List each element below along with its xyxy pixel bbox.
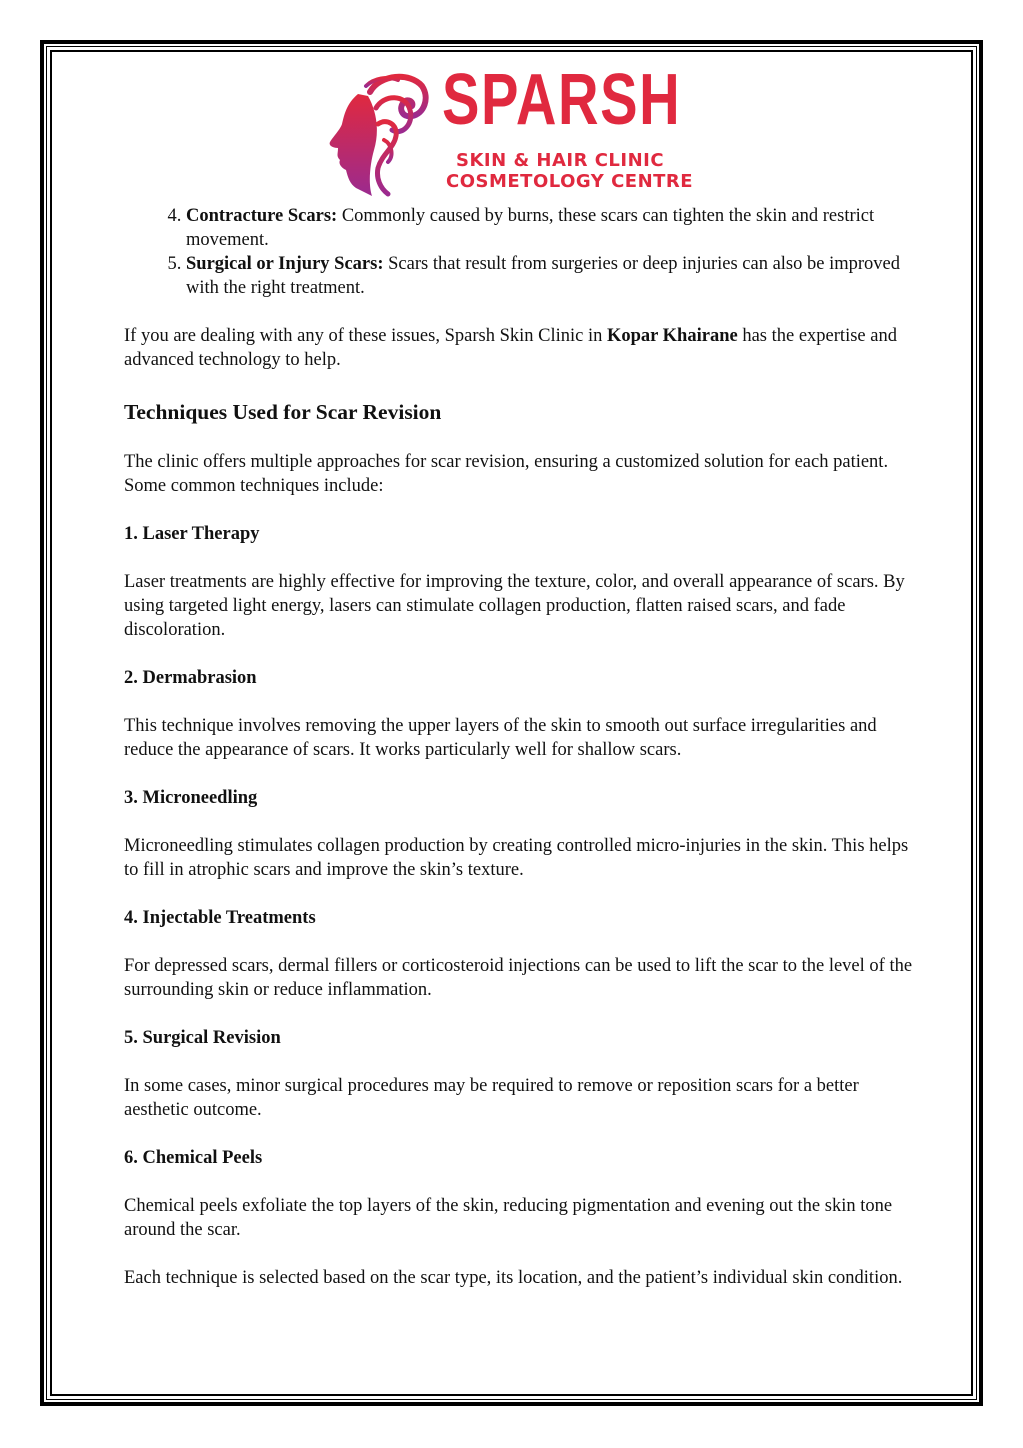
technique-heading: 6. Chemical Peels — [124, 1148, 263, 1168]
section-intro: The clinic offers multiple approaches for scar revision, ensuring a customized solution for each patient. Some common techniques include: — [124, 452, 889, 496]
technique-heading: 3. Microneedling — [124, 788, 258, 808]
technique-body: Chemical peels exfoliate the top layers of the skin, reducing pigmentation and evening out the skin tone around the scar. — [124, 1196, 893, 1240]
brand-tagline-1: SKIN & HAIR CLINIC — [456, 150, 665, 171]
location-name: Kopar Khairane — [606, 326, 738, 346]
woman-profile-hair-icon — [318, 64, 438, 204]
intro-paragraph — [124, 324, 914, 372]
brand-tagline-2: COSMETOLOGY CENTRE — [446, 171, 694, 192]
technique-body: This technique involves removing the upper layers of the skin to smooth out surface irregularities and reduce the appearance of scars. It works particularly well for shallow scars. — [124, 716, 877, 760]
clinic-logo — [318, 60, 698, 204]
technique-heading: 1. Laser Therapy — [124, 524, 260, 544]
technique-body: Microneedling stimulates collagen production by creating controlled micro-injuries in the skin. This helps to fill in atrophic scars and improve the skin’s texture. — [124, 836, 909, 880]
scar-types-list — [124, 204, 914, 300]
closing-paragraph: Each technique is selected based on the scar type, its location, and the patient’s individual skin condition. — [124, 1268, 903, 1288]
intro-text-after: has the expertise and advanced technology to help. — [124, 326, 897, 370]
list-item-desc: Commonly caused by burns, these scars can tighten the skin and restrict movement. — [186, 206, 875, 250]
list-item — [186, 252, 914, 300]
intro-text-before: If you are dealing with any of these issues, Sparsh Skin Clinic in — [124, 326, 607, 346]
technique-heading: 2. Dermabrasion — [124, 668, 257, 688]
technique-body: In some cases, minor surgical procedures may be required to remove or reposition scars for a better aesthetic outcome. — [124, 1076, 859, 1120]
list-item-term: Contracture Scars: — [186, 206, 338, 226]
list-item-term: Surgical or Injury Scars: — [186, 254, 384, 274]
list-item — [186, 204, 914, 252]
technique-heading: 5. Surgical Revision — [124, 1028, 281, 1048]
technique-heading: 4. Injectable Treatments — [124, 908, 316, 928]
technique-body: Laser treatments are highly effective for improving the texture, color, and overall appearance of scars. By using targeted light energy, lasers can stimulate collagen production, flatten raised scars, and fade discoloration. — [124, 572, 905, 640]
document-body — [124, 204, 914, 1290]
brand-name: SPARSH — [442, 60, 682, 140]
technique-body: For depressed scars, dermal fillers or corticosteroid injections can be used to lift the scar to the level of the surrounding skin or reduce inflammation. — [124, 956, 913, 1000]
section-heading: Techniques Used for Scar Revision — [124, 400, 442, 424]
list-item-desc: Scars that result from surgeries or deep injuries can also be improved with the right treatment. — [186, 254, 900, 298]
